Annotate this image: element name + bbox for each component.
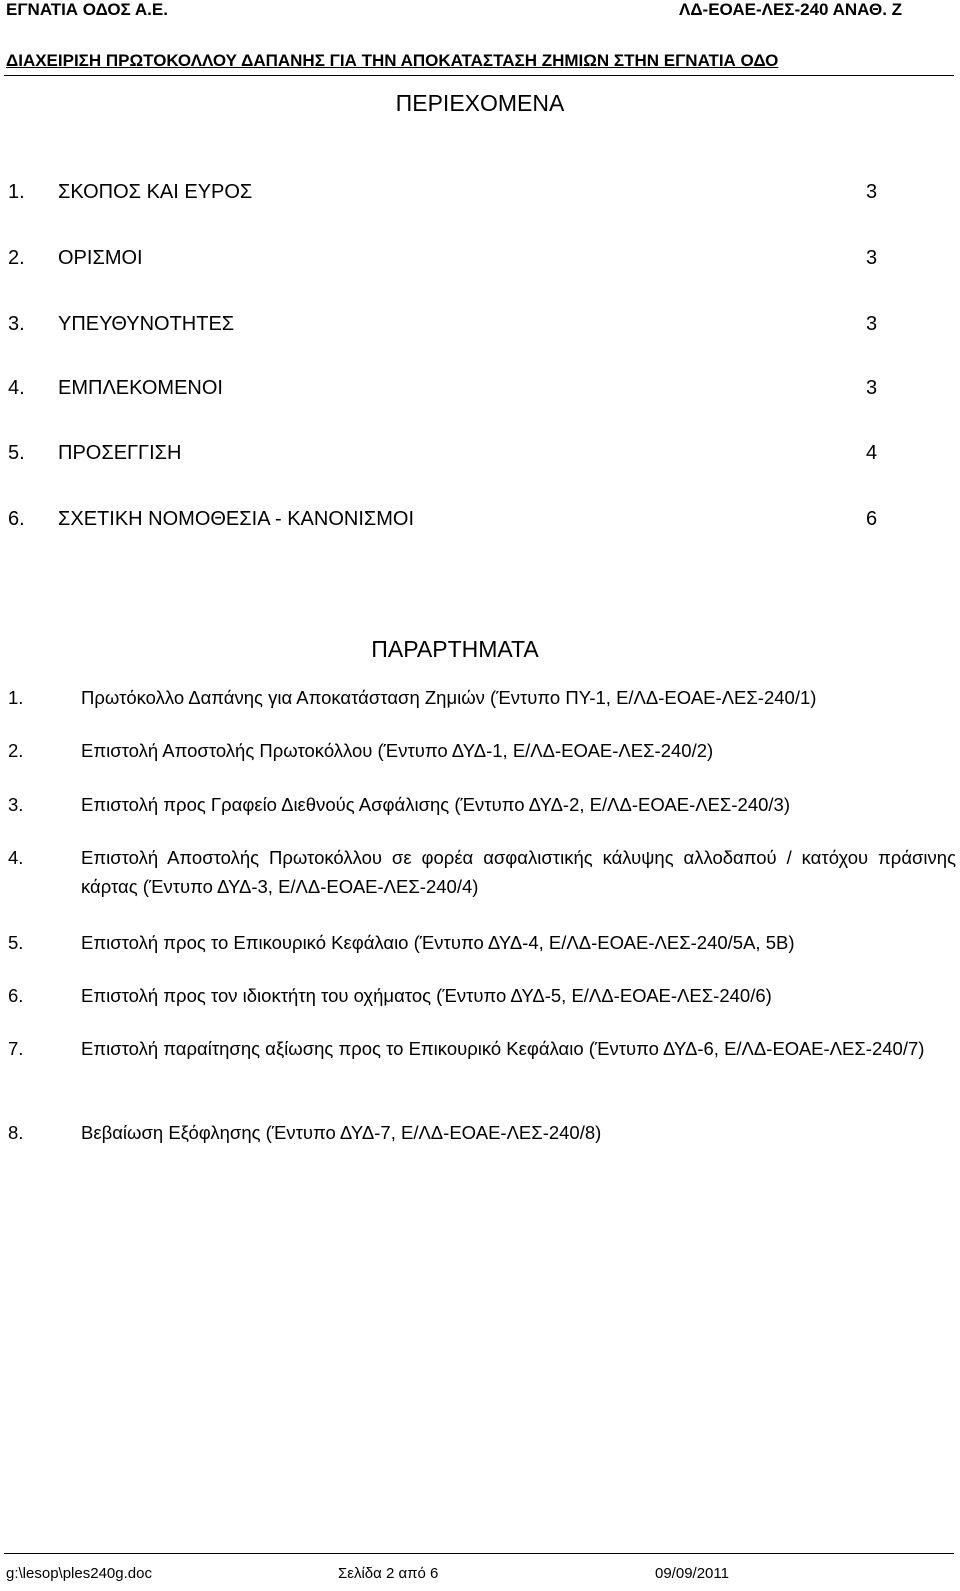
toc-item-page: 6 [866, 508, 878, 530]
toc-item[interactable] [8, 181, 878, 207]
toc-item-label: ΣΚΟΠΟΣ ΚΑΙ ΕΥΡΟΣ [58, 181, 253, 203]
toc-item-number: 6. [8, 508, 25, 530]
toc-item[interactable] [8, 442, 878, 468]
appendix-text: Επιστολή παραίτησης αξίωσης προς το Επικουρικό Κεφάλαιο (Έντυπο ΔΥΔ-6, Ε/ΛΔ-ΕΟΑΕ-ΛΕΣ-240/7) [81, 1038, 925, 1059]
toc-item[interactable] [8, 313, 878, 339]
footer-date: 09/09/2011 [655, 1565, 729, 1582]
toc-item-label: ΣΧΕΤΙΚΗ ΝΟΜΟΘΕΣΙΑ - ΚΑΝΟΝΙΣΜΟΙ [58, 508, 415, 530]
appendix-text: Επιστολή Αποστολής Πρωτοκόλλου σε φορέα ασφαλιστικής κάλυψης αλλοδαπού / κατόχου πράσινης κάρτας (Έντυπο ΔΥΔ-3, Ε/ΛΔ-ΕΟΑΕ-ΛΕΣ-240/4) [81, 847, 956, 897]
document-subtitle: ΔΙΑΧΕΙΡΙΣΗ ΠΡΩΤΟΚΟΛΛΟΥ ΔΑΠΑΝΗΣ ΓΙΑ ΤΗΝ ΑΠΟΚΑΤΑΣΤΑΣΗ ΖΗΜΙΩΝ ΣΤΗΝ ΕΓΝΑΤΙΑ ΟΔΟ [6, 51, 779, 70]
footer-divider [4, 1553, 954, 1554]
toc-item-page: 4 [866, 442, 878, 464]
toc-item-page: 3 [866, 181, 878, 203]
appendix-text: Βεβαίωση Εξόφλησης (Έντυπο ΔΥΔ-7, Ε/ΛΔ-ΕΟΑΕ-ΛΕΣ-240/8) [81, 1122, 602, 1143]
toc-item-number: 1. [8, 181, 25, 203]
toc-item-label: ΟΡΙΣΜΟΙ [58, 247, 143, 269]
appendices-title: ΠΑΡΑΡΤΗΜΑΤΑ [371, 636, 539, 662]
contents-title: ΠΕΡΙΕΧΟΜΕΝΑ [395, 90, 565, 116]
footer-file-path: g:\lesop\ples240g.doc [6, 1565, 152, 1582]
toc-item[interactable] [8, 377, 878, 403]
footer-page-number: Σελίδα 2 από 6 [338, 1565, 439, 1582]
appendix-text: Επιστολή προς το Επικουρικό Κεφάλαιο (Έντυπο ΔΥΔ-4, Ε/ΛΔ-ΕΟΑΕ-ΛΕΣ-240/5Α, 5Β) [81, 932, 795, 953]
appendix-number: 5. [8, 932, 24, 953]
header-divider [4, 75, 954, 76]
toc-item-page: 3 [866, 247, 878, 269]
toc-item-page: 3 [866, 313, 878, 335]
appendix-text: Επιστολή προς Γραφείο Διεθνούς Ασφάλισης (Έντυπο ΔΥΔ-2, Ε/ΛΔ-ΕΟΑΕ-ΛΕΣ-240/3) [81, 794, 790, 815]
toc-item-label: ΥΠΕΥΘΥΝΟΤΗΤΕΣ [58, 313, 235, 335]
appendix-number: 4. [8, 847, 24, 868]
appendix-number: 1. [8, 687, 24, 708]
toc-item-number: 5. [8, 442, 25, 464]
appendix-number: 7. [8, 1038, 24, 1059]
appendix-text: Πρωτόκολλο Δαπάνης για Αποκατάσταση Ζημιών (Έντυπο ΠΥ-1, Ε/ΛΔ-ΕΟΑΕ-ΛΕΣ-240/1) [81, 687, 817, 708]
appendix-number: 8. [8, 1122, 24, 1143]
company-name: ΕΓΝΑΤΙΑ ΟΔΟΣ Α.Ε. [6, 0, 168, 19]
appendix-number: 3. [8, 794, 24, 815]
toc-item-label: ΠΡΟΣΕΓΓΙΣΗ [58, 442, 182, 464]
toc-item-number: 3. [8, 313, 25, 335]
appendix-text: Επιστολή προς τον ιδιοκτήτη του οχήματος (Έντυπο ΔΥΔ-5, Ε/ΛΔ-ΕΟΑΕ-ΛΕΣ-240/6) [81, 985, 772, 1006]
toc-item-page: 3 [866, 377, 878, 399]
toc-item[interactable] [8, 508, 878, 534]
toc-item-label: ΕΜΠΛΕΚΟΜΕΝΟΙ [58, 377, 223, 399]
appendix-number: 6. [8, 985, 24, 1006]
toc-item-number: 2. [8, 247, 25, 269]
appendix-text: Επιστολή Αποστολής Πρωτοκόλλου (Έντυπο ΔΥΔ-1, Ε/ΛΔ-ΕΟΑΕ-ΛΕΣ-240/2) [81, 740, 714, 761]
toc-item-number: 4. [8, 377, 25, 399]
document-code: ΛΔ-ΕΟΑΕ-ΛΕΣ-240 ΑΝΑΘ. Ζ [679, 0, 903, 19]
toc-item[interactable] [8, 247, 878, 273]
appendix-number: 2. [8, 740, 24, 761]
